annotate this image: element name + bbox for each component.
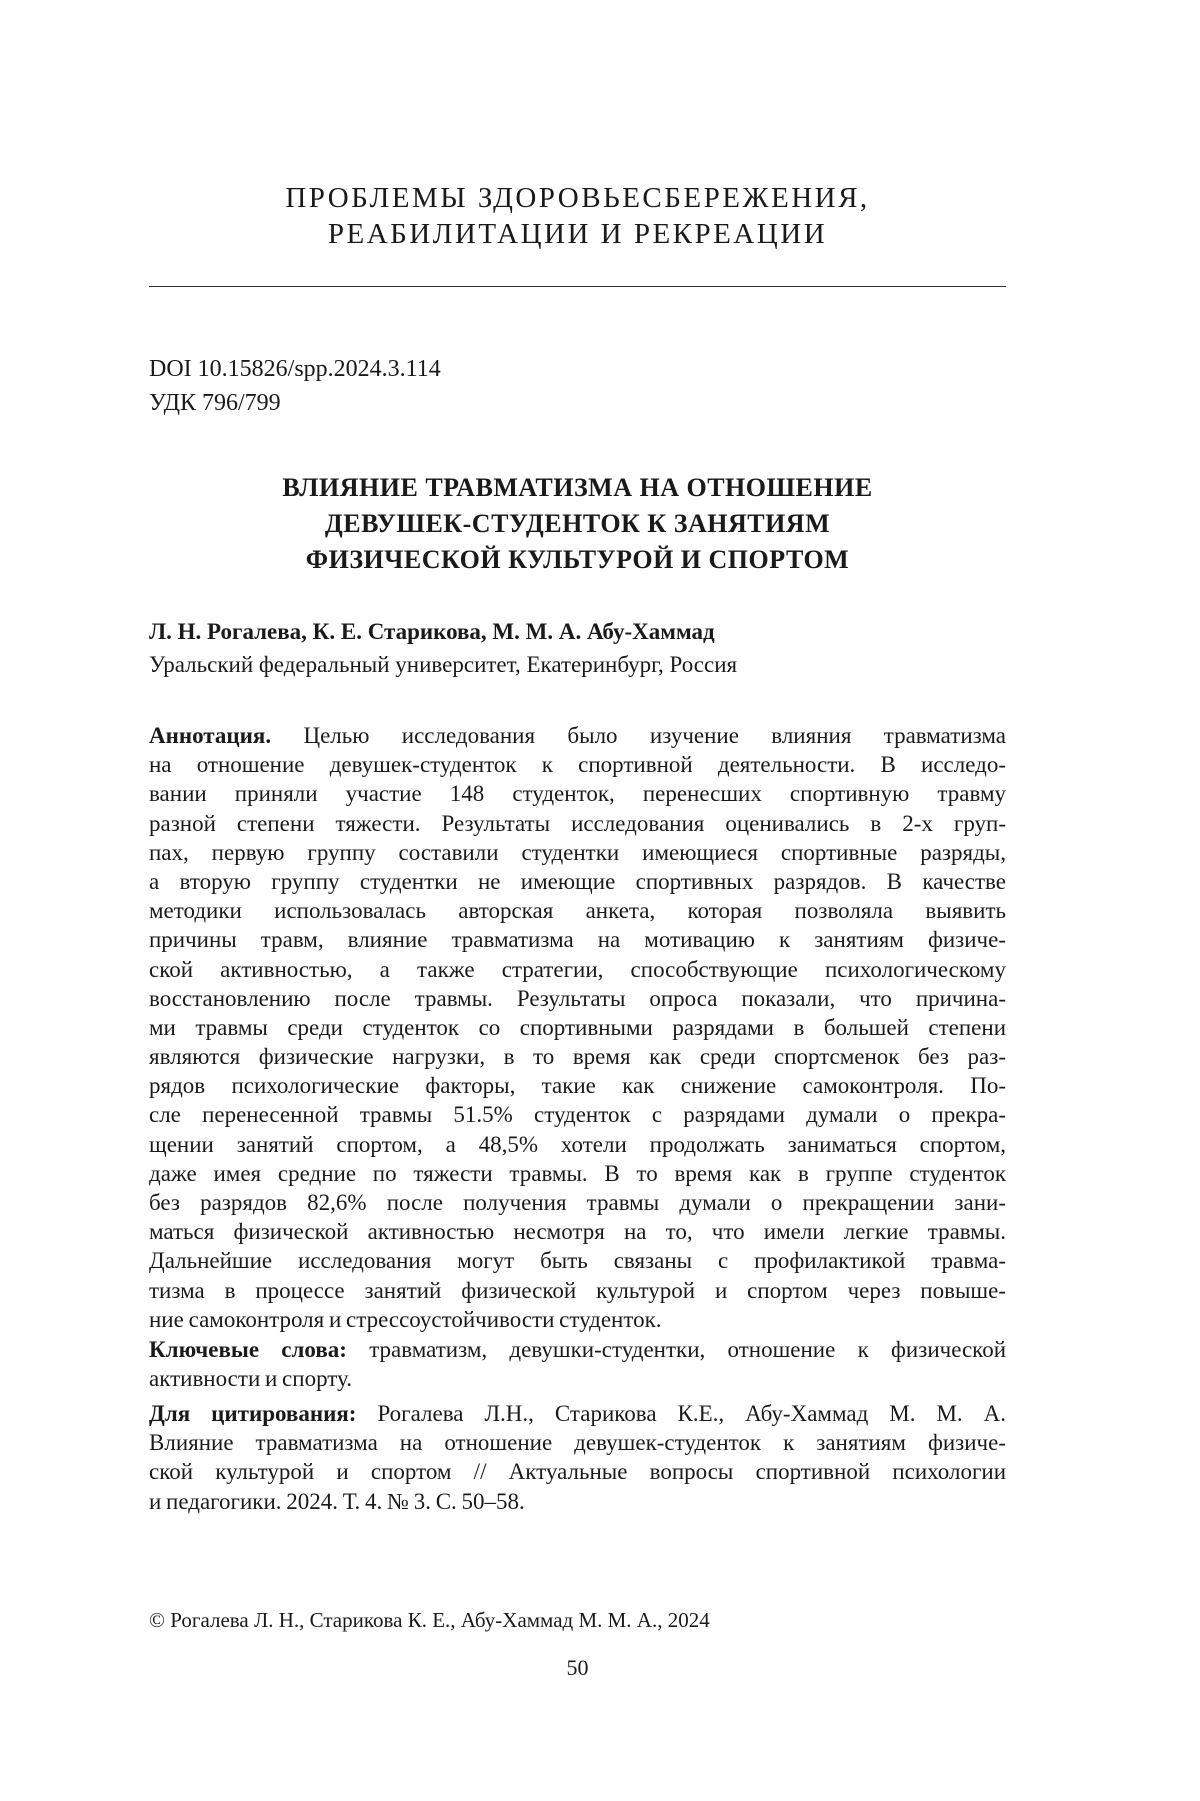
citation-line [149,1399,1006,1428]
doi: DOI 10.15826/spp.2024.3.114 [149,352,441,386]
keywords-line [149,1364,1006,1393]
abstract-text: восстановлению после травмы. Результаты опроса показали, что причина- [149,986,1006,1011]
journal-section-line: ПРОБЛЕМЫ ЗДОРОВЬЕСБЕРЕЖЕНИЯ, [149,180,1006,216]
abstract-line [149,1188,1006,1217]
abstract-text: пах, первую группу составили студентки имеющиеся спортивные разряды, [149,840,1006,865]
abstract-text: даже имея средние по тяжести травмы. В то время как в группе студенток [149,1161,1006,1186]
journal-section-heading [149,180,1006,252]
keywords-text: активности и спорту. [149,1366,352,1391]
abstract [149,721,1006,1334]
article-identifiers [149,352,441,420]
abstract-line [149,1130,1006,1159]
abstract-label: Аннотация. [149,723,271,748]
citation-text: Рогалева Л.Н., Старикова К.Е., Абу-Хаммад М. М. А. [377,1401,1006,1426]
abstract-text: рядов психологические факторы, такие как снижение самоконтроля. По- [149,1073,1006,1098]
abstract-text: ми травмы среди студенток со спортивными разрядами в большей степени [149,1015,1006,1040]
abstract-line [149,721,1006,750]
citation-text: Влияние травматизма на отношение девушек-студенток к занятиям физиче- [149,1430,1006,1455]
keywords [149,1335,1006,1393]
abstract-text: на отношение девушек-студенток к спортивной деятельности. В исследо- [149,752,1006,777]
citation-label: Для цитирования: [149,1401,356,1426]
title-line: ФИЗИЧЕСКОЙ КУЛЬТУРОЙ И СПОРТОМ [149,542,1006,578]
abstract-line [149,838,1006,867]
abstract-line [149,867,1006,896]
abstract-line [149,809,1006,838]
abstract-text: без разрядов 82,6% после получения травмы думали о прекращении зани- [149,1190,1006,1215]
abstract-text: щении занятий спортом, а 48,5% хотели продолжать заниматься спортом, [149,1132,1006,1157]
keywords-line [149,1335,1006,1364]
page-number: 50 [0,1655,1155,1681]
abstract-line [149,1071,1006,1100]
abstract-line [149,1305,1006,1334]
keywords-label: Ключевые слова: [149,1337,347,1362]
udk: УДК 796/799 [149,386,441,420]
title-line: ВЛИЯНИЕ ТРАВМАТИЗМА НА ОТНОШЕНИЕ [149,470,1006,506]
article-title [149,470,1006,578]
abstract-line [149,896,1006,925]
citation-text: и педагогики. 2024. Т. 4. № 3. С. 50–58. [149,1489,525,1514]
abstract-line [149,1042,1006,1071]
abstract-line [149,1276,1006,1305]
abstract-text: вании приняли участие 148 студенток, перенесших спортивную травму [149,781,1006,806]
citation-text: ской культурой и спортом // Актуальные вопросы спортивной психологии [149,1459,1006,1484]
abstract-line [149,779,1006,808]
abstract-text: являются физические нагрузки, в то время как среди спортсменок без раз- [149,1044,1006,1069]
citation-line [149,1457,1006,1486]
abstract-line [149,1159,1006,1188]
authors: Л. Н. Рогалева, К. Е. Старикова, М. М. А. Абу-Хаммад [149,619,715,644]
affiliation: Уральский федеральный университет, Екатеринбург, Россия [149,648,737,681]
abstract-line [149,1013,1006,1042]
abstract-line [149,1100,1006,1129]
abstract-text: тизма в процессе занятий физической культурой и спортом через повыше- [149,1278,1006,1303]
abstract-text: методики использовалась авторская анкета, которая позволяла выявить [149,898,1006,923]
abstract-text: ние самоконтроля и стрессоустойчивости студенток. [149,1307,662,1332]
abstract-text: ской активностью, а также стратегии, способствующие психологическому [149,957,1006,982]
abstract-line [149,955,1006,984]
abstract-line [149,1246,1006,1275]
abstract-text: разной степени тяжести. Результаты исследования оценивались в 2-х груп- [149,811,1006,836]
abstract-text: Дальнейшие исследования могут быть связаны с профилактикой травма- [149,1248,1006,1273]
abstract-line [149,1217,1006,1246]
abstract-text: Целью исследования было изучение влияния травматизма [303,723,1006,748]
abstract-line [149,750,1006,779]
abstract-text: маться физической активностью несмотря на то, что имели легкие травмы. [149,1219,1006,1244]
author-block [149,615,737,681]
journal-section-line: РЕАБИЛИТАЦИИ И РЕКРЕАЦИИ [149,216,1006,252]
abstract-text: а вторую группу студентки не имеющие спортивных разрядов. В качестве [149,869,1006,894]
copyright: © Рогалева Л. Н., Старикова К. Е., Абу-Хаммад М. М. А., 2024 [149,1608,710,1633]
abstract-text: причины травм, влияние травматизма на мотивацию к занятиям физиче- [149,927,1006,952]
title-line: ДЕВУШЕК-СТУДЕНТОК К ЗАНЯТИЯМ [149,506,1006,542]
citation-line [149,1487,1006,1516]
keywords-text: травматизм, девушки-студентки, отношение к физической [369,1337,1006,1362]
header-divider [149,286,1006,287]
citation [149,1399,1006,1516]
abstract-text: сле перенесенной травмы 51.5% студенток с разрядами думали о прекра- [149,1102,1006,1127]
abstract-line [149,984,1006,1013]
abstract-line [149,925,1006,954]
citation-line [149,1428,1006,1457]
